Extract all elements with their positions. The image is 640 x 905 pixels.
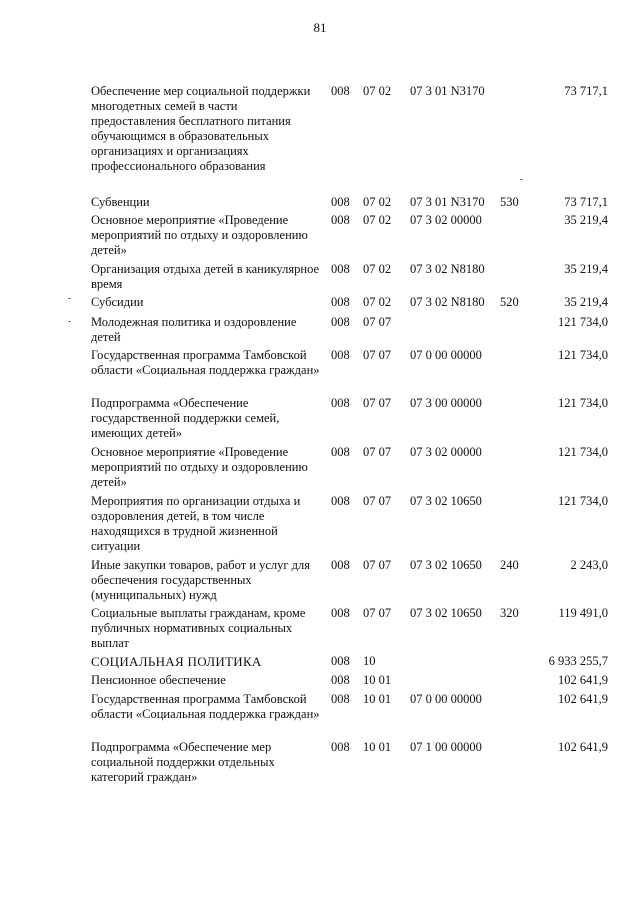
target-code: 07 3 02 10650 (410, 606, 482, 620)
item-name: Основное мероприятие «Проведение мероприятий по отдыху и оздоровлению детей» (91, 445, 308, 489)
table-row (0, 606, 640, 654)
ministry-code: 008 (331, 315, 350, 329)
amount: 121 734,0 (558, 494, 608, 508)
ministry-code: 008 (331, 494, 350, 508)
ministry-code: 008 (331, 213, 350, 227)
ministry-code: 008 (331, 262, 350, 276)
section-code: 07 07 (363, 396, 392, 410)
section-code: 07 02 (363, 295, 392, 309)
item-name: Пенсионное обеспечение (91, 673, 226, 687)
amount: 102 641,9 (558, 692, 608, 706)
table-row (0, 348, 640, 396)
section-code: 07 07 (363, 445, 392, 459)
item-name: Обеспечение мер социальной поддержки многодетных семей в части предоставления бесплатного питания обучающимся в образовательных организациях и организациях профессионального образования (91, 84, 311, 173)
amount: 35 219,4 (564, 295, 608, 309)
target-code: 07 1 00 00000 (410, 740, 482, 754)
item-name: Мероприятия по организации отдыха и оздоровления детей, в том числе находящихся в трудной жизненной ситуации (91, 494, 301, 553)
scan-mark (520, 179, 523, 180)
expense-type: 240 (500, 558, 519, 572)
item-name: Государственная программа Тамбовской области «Социальная поддержка граждан» (91, 692, 320, 721)
item-name: Подпрограмма «Обеспечение мер социальной поддержки отдельных категорий граждан» (91, 740, 275, 784)
amount: 73 717,1 (564, 84, 608, 98)
table-row (0, 494, 640, 558)
expense-type: 520 (500, 295, 519, 309)
table-row (0, 445, 640, 494)
amount: 102 641,9 (558, 673, 608, 687)
ministry-code: 008 (331, 673, 350, 687)
table-row (0, 213, 640, 262)
table-row (0, 84, 640, 195)
section-code: 10 01 (363, 692, 392, 706)
target-code: 07 3 02 00000 (410, 213, 482, 227)
page-number: 81 (313, 20, 327, 35)
table-row (0, 673, 640, 692)
table-row (0, 558, 640, 606)
table-row (0, 396, 640, 445)
section-code: 10 01 (363, 740, 392, 754)
ministry-code: 008 (331, 348, 350, 362)
ministry-code: 008 (331, 195, 350, 209)
item-name: Молодежная политика и оздоровление детей (91, 315, 297, 344)
table-row (0, 654, 640, 673)
target-code: 07 3 02 10650 (410, 558, 482, 572)
section-code: 10 (363, 654, 376, 668)
scan-mark (68, 321, 71, 322)
item-name: Субвенции (91, 195, 150, 209)
table-row (0, 195, 640, 213)
amount: 119 491,0 (558, 606, 608, 620)
table-row (0, 295, 640, 315)
expense-type: 320 (500, 606, 519, 620)
amount: 102 641,9 (558, 740, 608, 754)
target-code: 07 0 00 00000 (410, 692, 482, 706)
target-code: 07 3 02 N8180 (410, 262, 485, 276)
amount: 121 734,0 (558, 396, 608, 410)
ministry-code: 008 (331, 692, 350, 706)
target-code: 07 3 01 N3170 (410, 195, 485, 209)
amount: 2 243,0 (570, 558, 608, 572)
scan-mark (68, 298, 71, 299)
ministry-code: 008 (331, 558, 350, 572)
ministry-code: 008 (331, 606, 350, 620)
item-name: Субсидии (91, 295, 144, 309)
section-code: 07 02 (363, 84, 392, 98)
amount: 6 933 255,7 (548, 654, 608, 668)
section-code: 07 07 (363, 606, 392, 620)
item-name: Иные закупки товаров, работ и услуг для обеспечения государственных (муниципальных) нужд (91, 558, 311, 602)
amount: 73 717,1 (564, 195, 608, 209)
section-code: 07 07 (363, 348, 392, 362)
amount: 121 734,0 (558, 445, 608, 459)
target-code: 07 3 00 00000 (410, 396, 482, 410)
amount: 35 219,4 (564, 213, 608, 227)
section-code: 07 02 (363, 262, 392, 276)
section-code: 07 07 (363, 494, 392, 508)
item-name: Основное мероприятие «Проведение мероприятий по отдыху и оздоровлению детей» (91, 213, 308, 257)
item-name: Организация отдыха детей в каникулярное время (91, 262, 320, 291)
table-row (0, 692, 640, 740)
ministry-code: 008 (331, 84, 350, 98)
target-code: 07 0 00 00000 (410, 348, 482, 362)
target-code: 07 3 01 N3170 (410, 84, 485, 98)
item-name: Социальные выплаты гражданам, кроме публичных нормативных социальных выплат (91, 606, 306, 650)
target-code: 07 3 02 10650 (410, 494, 482, 508)
ministry-code: 008 (331, 654, 350, 668)
table-row (0, 262, 640, 295)
ministry-code: 008 (331, 740, 350, 754)
amount: 35 219,4 (564, 262, 608, 276)
ministry-code: 008 (331, 396, 350, 410)
item-name: Подпрограмма «Обеспечение государственной поддержки семей, имеющих детей» (91, 396, 280, 440)
section-code: 10 01 (363, 673, 392, 687)
target-code: 07 3 02 N8180 (410, 295, 485, 309)
target-code: 07 3 02 00000 (410, 445, 482, 459)
ministry-code: 008 (331, 445, 350, 459)
ministry-code: 008 (331, 295, 350, 309)
item-name: Государственная программа Тамбовской области «Социальная поддержка граждан» (91, 348, 320, 377)
section-code: 07 07 (363, 315, 392, 329)
amount: 121 734,0 (558, 315, 608, 329)
expense-type: 530 (500, 195, 519, 209)
table-row (0, 740, 640, 788)
section-heading: СОЦИАЛЬНАЯ ПОЛИТИКА (91, 654, 262, 669)
section-code: 07 02 (363, 195, 392, 209)
table-row (0, 315, 640, 348)
section-code: 07 02 (363, 213, 392, 227)
amount: 121 734,0 (558, 348, 608, 362)
budget-table (0, 84, 640, 788)
section-code: 07 07 (363, 558, 392, 572)
